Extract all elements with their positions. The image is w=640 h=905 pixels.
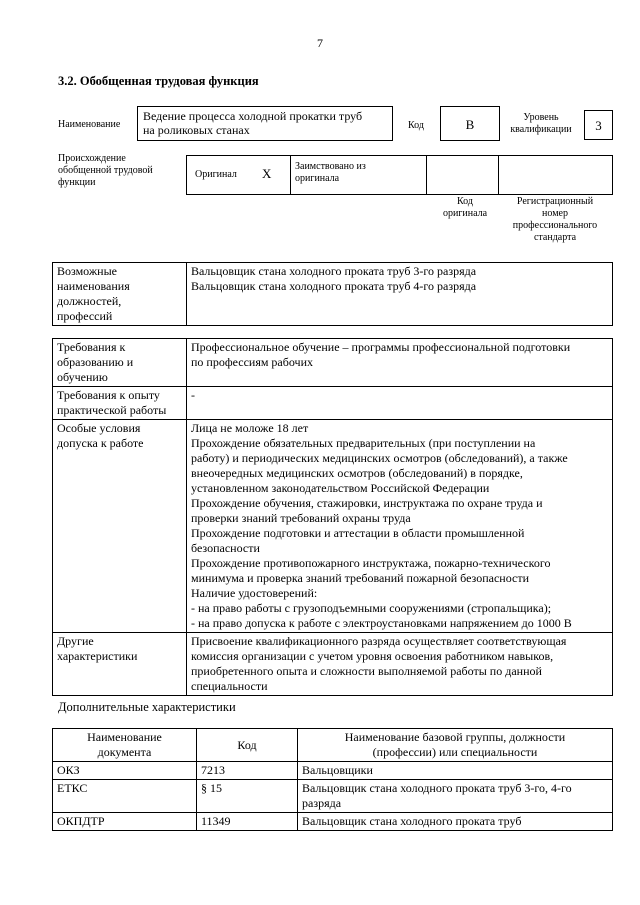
row-code: § 15 xyxy=(197,780,298,813)
requirements-table xyxy=(52,338,613,696)
other-characteristics-value: Присвоение квалификационного разряда осуществляет соответствующая комиссия организации с учетом уровня освоения работником навыков, приобретенного опыта и сложности выполняемой работы по данной специальности xyxy=(187,633,613,696)
original-label: Оригинал xyxy=(195,169,237,180)
row-name: Вальцовщик стана холодного проката труб xyxy=(298,813,613,831)
level-value: 3 xyxy=(584,110,613,140)
origin-label: Происхождение обобщенной трудовой функции xyxy=(58,153,153,188)
origin-table xyxy=(186,155,613,195)
row-doc: ОКЗ xyxy=(53,762,197,780)
col-header-document: Наименование документа xyxy=(53,729,197,762)
table-row xyxy=(53,339,613,387)
positions-table xyxy=(52,262,613,326)
row-name: Вальцовщик стана холодного проката труб 3-го, 4-го разряда xyxy=(298,780,613,813)
page-number: 7 xyxy=(317,36,323,50)
table-row xyxy=(53,420,613,633)
code-original-caption: Код оригинала xyxy=(442,196,488,219)
table-row xyxy=(53,263,613,326)
table-row xyxy=(53,762,613,780)
original-mark: X xyxy=(262,166,272,181)
additional-table xyxy=(52,728,613,831)
name-value-line: на роликовых станах xyxy=(143,123,250,137)
positions-value: Вальцовщик стана холодного проката труб 3-го разряда Вальцовщик стана холодного проката труб 4-го разряда xyxy=(187,263,613,326)
row-code: 11349 xyxy=(197,813,298,831)
row-name: Вальцовщики xyxy=(298,762,613,780)
experience-label: Требования к опыту практической работы xyxy=(53,387,187,420)
code-value: В xyxy=(440,106,500,141)
table-row xyxy=(53,813,613,831)
row-doc: ОКПДТР xyxy=(53,813,197,831)
additional-heading: Дополнительные характеристики xyxy=(58,700,236,714)
table-row xyxy=(53,633,613,696)
table-row xyxy=(53,387,613,420)
row-code: 7213 xyxy=(197,762,298,780)
reg-number-caption: Регистрационный номер профессионального стандарта xyxy=(512,196,598,243)
col-header-name: Наименование базовой группы, должности (профессии) или специальности xyxy=(298,729,613,762)
code-label: Код xyxy=(408,120,424,131)
table-row xyxy=(53,780,613,813)
other-characteristics-label: Другие характеристики xyxy=(53,633,187,696)
table-header-row xyxy=(53,729,613,762)
name-label: Наименование xyxy=(58,119,121,130)
education-value: Профессиональное обучение – программы профессиональной подготовки по профессиям рабочих xyxy=(187,339,613,387)
name-value xyxy=(137,106,393,141)
experience-value: - xyxy=(187,387,613,420)
borrowed-label: Заимствовано из оригинала xyxy=(295,161,366,184)
name-value-line: Ведение процесса холодной прокатки труб xyxy=(143,109,363,123)
positions-label: Возможные наименования должностей, профессий xyxy=(53,263,187,326)
special-conditions-label: Особые условия допуска к работе xyxy=(53,420,187,633)
special-conditions-value: Лица не моложе 18 лет Прохождение обязательных предварительных (при поступлении на работу) и периодических медицинских осмотров (обследований), а также внеочередных медицинских осмотров (обследований) в порядке, установленном законодательством Российской Федерации Прохождение обучения, стажировки, инструктажа по охране труда и проверки знаний требований охраны труда Прохождение подготовки и аттестации в области промышленной безопасности Прохождение противопожарного инструктажа, пожарно-технического минимума и проверка знаний требований пожарной безопасности Наличие удостоверений: - на право работы с грузоподъемными сооружениями (стропальщика); - на право допуска к работе с электроустановками напряжением до 1000 В xyxy=(187,420,613,633)
education-label: Требования к образованию и обучению xyxy=(53,339,187,387)
level-label: Уровень квалификации xyxy=(510,112,572,135)
col-header-code: Код xyxy=(197,729,298,762)
row-doc: ЕТКС xyxy=(53,780,197,813)
section-title: 3.2. Обобщенная трудовая функция xyxy=(58,74,259,88)
